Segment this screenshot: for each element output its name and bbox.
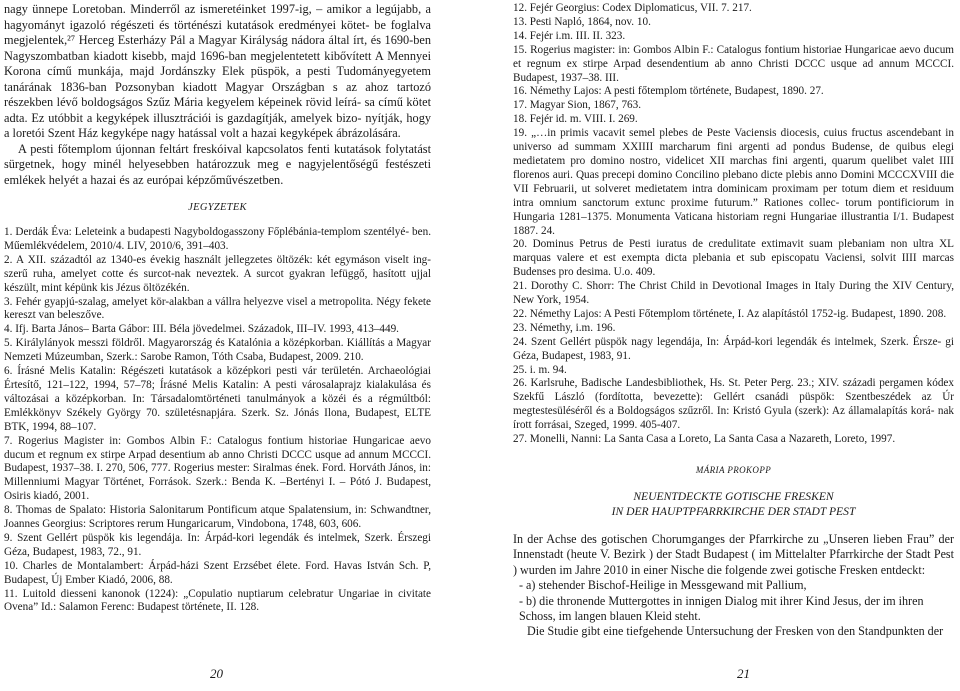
footnote-5: 5. Királylányok messzi földről. Magyarország és Katalónia a középkorban. Kiállítás a Magyar Nemzeti Múzeumban, Szerk.: Sarobe Ramon, Tóth Csaba, Budapest, 2009. 210. bbox=[4, 337, 431, 364]
footnote-8: 8. Thomas de Spalato: Historia Salonitarum Pontificum atque Spalatensium, in: Schwandtner, Joannes Georgius: Scriptores rerum Hungaricarum, Vindobona, 1748, 603, 606. bbox=[4, 504, 431, 531]
summary-title-line-1: NEUENTDECKTE GOTISCHE FRESKEN bbox=[633, 490, 834, 503]
body-paragraph: A pesti főtemplom újonnan feltárt freskóival kapcsolatos fenti kutatások folytatást sürgetnek, hogy minél helyesebben határozzuk meg e nagyjelentőségű festészeti emlékek helyét a hazai és az európai képzőművészetben. bbox=[4, 141, 431, 187]
footnote-16: 16. Némethy Lajos: A pesti főtemplom története, Budapest, 1890. 27. bbox=[513, 85, 824, 98]
footnote-7: 7. Rogerius Magister in: Gombos Albin F.: Catalogus fontium historiae Hungaricae aevo ducum et regnum ex stirpe Arpad desentium ab anno Christi DCCC usque ad annum MCCCI. Budapest, 1937–38. I. 270, 506, 777. Rogerius mester: Siralmas ének. Ford. Horváth János, in: Millenniumi Magyar Történet, Források. Szerk.: Benda K. –Bertényi I. – Pótó J. Budapest, Osiris kiadó, 2001. bbox=[4, 434, 431, 503]
footnote-10: 10. Charles de Montalambert: Árpád-házi Szent Erzsébet élete. Ford. Havas István Sch. P, Budapest, Új Ember Kiadó, 2006, 88. bbox=[4, 559, 431, 586]
footnote-11: 11. Luitold diesseni kanonok (1224): „Copulatio nuptiarum celebratur Ungariae in civitate Ovena” Id.: Salamon Ferenc: Budapest története, II. 128. bbox=[4, 587, 431, 614]
footnote-3: 3. Fehér gyapjú-szalag, amelyet kör-alakban a vállra helyezve visel a metropolita. Négy fekete kereszt van beleszőve. bbox=[4, 295, 431, 322]
page-number-left: 20 bbox=[210, 666, 223, 681]
footnote-21: 21. Dorothy C. Shorr: The Christ Child in Devotional Images in Italy During the XIV Century, New York, 1954. bbox=[513, 280, 954, 307]
footnote-20: 20. Dominus Petrus de Pesti iuratus de credulitate extimavit suam plebaniam non ultra XL marquas valere et est exempta dicta plebania et sub episcopatu Vaciensi, solvit IIII marcas Budenses pro desima. U.o. 409. bbox=[513, 238, 954, 279]
footnote-23: 23. Némethy, i.m. 196. bbox=[513, 321, 616, 334]
footnote-6: 6. Írásné Melis Katalin: Régészeti kutatások a középkori pesti vár területén. Archaeológiai Értesítő, 121–122, 1994, 57–78; Írásné Melis Katalin: A pesti városalaprajz kialakulása és változásai a középkorban. In: Társadalomtörténeti tanulmányok a közéi és a régmúltból: Emlékkönyv Székely György 70. születésnapjára. Szerk. Sz. Jónás Ilona, Budapest, ELTE BTK, 1994, 88–107. bbox=[4, 365, 431, 433]
summary-title bbox=[513, 490, 954, 519]
right-page-column bbox=[513, 2, 954, 640]
summary-intro: In der Achse des gotischen Chorumganges der Pfarrkirche zu „Unseren lieben Frau” der Innenstadt (heute V. Bezirk ) der Stadt Budapest ( im Mittelalter Pfarrkirche der Stadt Pest ) wurden im Jahre 2010 in einer Nische die folgende zwei gotische Fresken entdeckt: bbox=[513, 532, 954, 577]
footnote-list-right bbox=[513, 2, 954, 447]
summary-item-b: - b) die thronende Muttergottes in innigen Dialog mit ihrer Kind Jesus, der im ihren Schoss, im langen blauen Kleid steht. bbox=[519, 593, 924, 624]
footnote-12: 12. Fejér Georgius: Codex Diplomaticus, VII. 7. 217. bbox=[513, 2, 752, 14]
footnote-9: 9. Szent Gellért püspök kis legendája. In: Árpád-kori legendák és intelmek, Szerk. Érszegi Géza, Budapest, 1983, 72., 91. bbox=[4, 531, 431, 558]
summary-paragraph: Die Studie gibt eine tiefgehende Untersuchung der Fresken von den Standpunkten der bbox=[527, 624, 944, 639]
summary-title-line-2: IN DER HAUPTPFARRKIRCHE DER STADT PEST bbox=[611, 504, 856, 518]
body-paragraph: nagy ünnepe Loretoban. Minderről az ismeretéinket 1997-ig, – amikor a legújabb, a hagyományt igazoló régészeti és történészi kutatások eredményei kötet- be foglalva megjelentek,²⁷ Herceg Esterházy Pál a Magyar Királyság nádora által írt, és 1690-ben Nagyszombatban kiadott kisebb, majd 1696-ban megjelentetett kibővített A Mennyei Korona című munkája, majd Jordánszky Elek püspök, a pesti Tudományegyetem tanárának 1836-ban Pozsonyban kiadott Magyar Országban s az ahoz tartozó részekben lévő boldogságos Szűz Mária kegyelem képeinek rövid leírá- sa című kötet adta. Ez utóbbit a kegyképek illusztrációi is gazdagítják, amelyek bizo- nyítják, hogy a loretói Szent Ház kegyképe nagy hatással volt a hazai kegyképek ábrázolására. bbox=[4, 2, 431, 140]
footnote-1: 1. Derdák Éva: Leleteink a budapesti Nagyboldogasszony Főplébánia-templom szentélyé- ben. Műemlékvédelem, 2010/4. LIV, 2010/6, 391–403. bbox=[4, 226, 431, 252]
summary-item-a: - a) stehender Bischof-Heilige in Messgewand mit Pallium, bbox=[519, 578, 807, 593]
footnote-22: 22. Némethy Lajos: A Pesti Főtemplom története, I. Az alapítástól 1752-ig. Budapest, 1890. 208. bbox=[513, 307, 947, 320]
footnote-19: 19. „…in primis vacavit semel plebes de Peste Vaciensis diocesis, cuius fructus ascendebant in universo ad summam XXIIII marcharum fini argenti ad pondus Budense, de quibus elegi medietatem pro domino nostro, videlicet XII marchas fini argenti, quarum quelibet valet IIII florenos auri. Quas precepi domino Concilino plebano dicte plebis anno Domini MCCCXVIII die VII Februarii, ut solveret medietatem intra dominicam proximam per totum diem et residuum intra omnium sanctorum extunc proxime futurum.” Rationes collec- torum pontificiorum in Hungaria 1281–1375. Monumenta Vaticana historiam regni Hungariae illustrantia I/1. Budapest 1887. 24. bbox=[513, 127, 954, 237]
footnote-18: 18. Fejér id. m. VIII. I. 269. bbox=[513, 113, 638, 126]
footnote-15: 15. Rogerius magister: in: Gombos Albin F.: Catalogus fontium historiae Hungaricae aevo ducum et regnum ex stirpe Arpad desendentium ab anno Christi DCCC usque ad annum MCCCI. Budapest, 1937–38. III. bbox=[513, 43, 954, 84]
page-number-right: 21 bbox=[737, 666, 750, 681]
summary-author: MÁRIA PROKOPP bbox=[695, 465, 772, 475]
footnote-24: 24. Szent Gellért püspök nagy legendája, In: Árpád-kori legendák és intelmek, Szerk. Érsze- gi Géza, Budapest, 1983, 91. bbox=[513, 335, 954, 362]
footnote-14: 14. Fejér i.m. III. II. 323. bbox=[513, 29, 626, 42]
footnote-list-left bbox=[4, 226, 431, 615]
footnote-2: 2. A XII. századtól az 1340-es évekig használt jellegzetes öltözék: két egymáson viselt ing- szerű ruha, amelyet cotte és surcot-nak neveztek. A surcot gyakran lefüggő, hasított ujjal készült, mint képünk kis Jézus öltözékén. bbox=[4, 253, 431, 294]
footnote-17: 17. Magyar Sion, 1867, 763. bbox=[513, 99, 642, 112]
left-page-column bbox=[4, 2, 431, 615]
footnote-4: 4. Ifj. Barta János– Barta Gábor: III. Béla jövedelmei. Századok, III–IV. 1993, 413–449. bbox=[4, 323, 399, 336]
notes-heading: JEGYZETEK bbox=[188, 202, 247, 213]
footnote-25: 25. i. m. 94. bbox=[513, 363, 567, 376]
footnote-13: 13. Pesti Napló, 1864, nov. 10. bbox=[513, 15, 651, 28]
footnote-26: 26. Karlsruhe, Badische Landesbibliothek, Hs. St. Peter Perg. 23.; XIV. századi pergamen kódex Szekfű László (fordította, bevezette): Gellért csanádi püspök: Szentbeszédek az Úr megtestesüléséről és a Boldogságos szűzről. In: Kristó Gyula (szerk): Az államalapítás korá- nak írott forrásai, Szeged, 1999. 405-407. bbox=[513, 377, 954, 432]
footnote-27: 27. Monelli, Nanni: La Santa Casa a Loreto, La Santa Casa a Nazareth, Loreto, 1997. bbox=[513, 433, 896, 446]
